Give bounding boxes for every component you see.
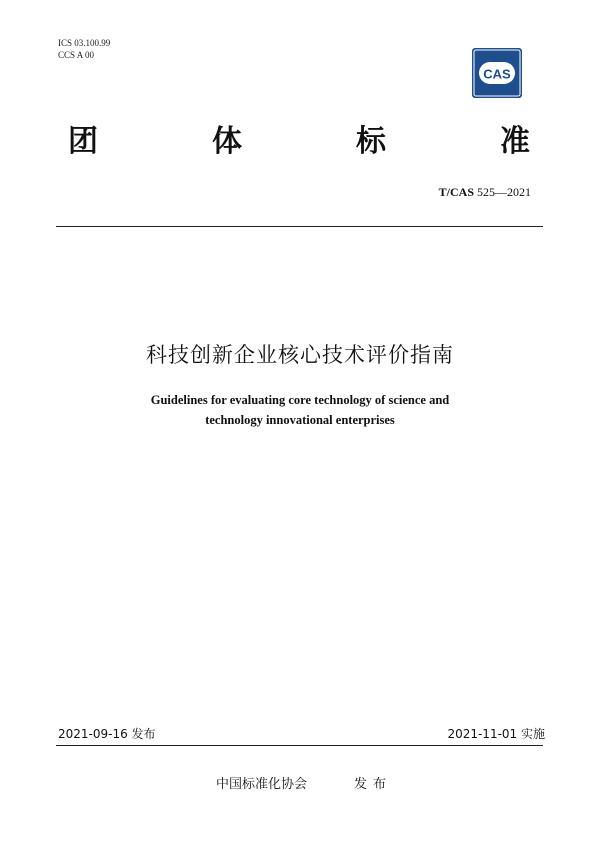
- document-title-en: [0, 390, 600, 430]
- publisher-name: 中国标准化协会: [216, 777, 308, 792]
- standard-code: 525—2021: [477, 185, 531, 199]
- title-en-line-2: technology innovational enterprises: [205, 413, 395, 427]
- heading-char: 准: [500, 124, 530, 159]
- logo-text: CAS: [483, 66, 511, 82]
- implementation-date: 2021-11-01 实施: [447, 727, 545, 741]
- ics-code: ICS 03.100.99: [58, 38, 111, 48]
- cas-logo: [471, 47, 523, 99]
- footer-divider: [56, 745, 543, 746]
- publish-action: 发布: [354, 777, 393, 792]
- heading-char: 团: [68, 124, 98, 159]
- heading-char: 体: [212, 124, 242, 159]
- standard-number: [439, 185, 531, 200]
- standard-prefix: T/CAS: [438, 185, 474, 199]
- issue-date: 2021-09-16 发布: [58, 727, 156, 741]
- document-title-cn: 科技创新企业核心技术评价指南: [146, 343, 454, 367]
- heading-char: 标: [356, 124, 386, 159]
- ccs-code: CCS A 00: [58, 50, 95, 60]
- title-en-line-1: Guidelines for evaluating core technology of science and: [150, 393, 450, 407]
- header-divider: [56, 226, 543, 227]
- document-category-heading: [68, 124, 536, 160]
- classification-codes: [58, 37, 110, 61]
